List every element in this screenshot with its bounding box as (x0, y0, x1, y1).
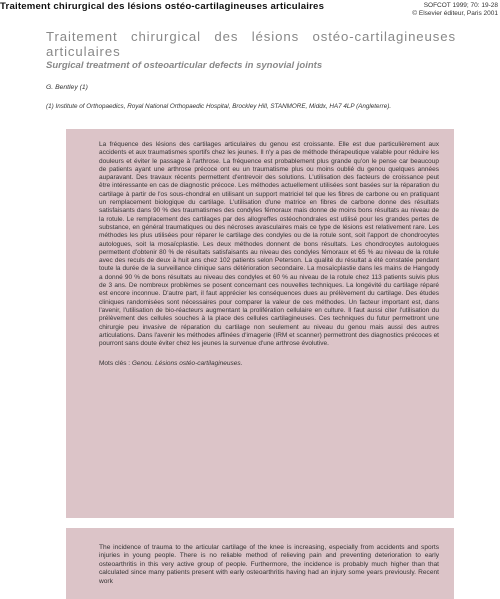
running-title: Traitement chirurgical des lésions ostéo-cartilagineuses articulaires (0, 1, 325, 12)
french-abstract-box (66, 129, 454, 518)
english-abstract-box (66, 528, 454, 599)
journal-citation: SOFCOT 1999; 70: 19-28 (423, 2, 498, 9)
article-title-fr: Traitement chirurgical des lésions ostéo-cartilagineuses articulaires (46, 28, 456, 59)
journal-meta (412, 2, 498, 18)
english-abstract-text: The incidence of trauma to the articular cartilage of the knee is increasing, especially from accidents and sports injuries in young people. There is no reliable method of relieving pain and preventing deterioration to early osteoarthritis in this very active group of people. Furthermore, the incidence is probably much higher than that calculated since many patients present with early osteoarthritis having had an injury some years previously. Recent work (99, 544, 439, 585)
keywords-label: Mots clés : (99, 360, 131, 368)
french-abstract-text: La fréquence des lésions des cartilages articulaires du genou est croissante. Elle est due particulièrement aux accidents et aux traumatismes sportifs chez les jeunes. Il n'y a pas de méthode thérapeutique valable pour réduire les douleurs et éviter le passage à l'arthrose. La fréquence est probablement plus grande qu'on le pense car beaucoup de patients ayant une arthrose précoce ont eu un traumatisme plus ou moins oublié du genou quelques années auparavant. Des travaux récents permettent d'entrevoir des solutions. L'utilisation des facteurs de croissance peut être intéressante en cas de diagnostic précoce. Les méthodes actuellement utilisées sont basées sur la réparation du cartilage à partir de l'os sous-chondral en utilisant un support matriciel tel que les fibres de carbone ou en pratiquant un remplacement biologique du cartilage. L'utilisation d'une matrice en fibres de carbone donne des résultats satisfaisants dans 90 % des traumatismes des condyles fémoraux mais donne de moins bons résultats au niveau de la rotule. Le remplacement des cartilages par des allogreffes ostéochondrales est utilisé pour les grandes pertes de substance, en général traumatiques ou des nécroses avasculaires mais ce type de lésions est relativement rare. Les méthodes les plus utilisées pour réparer le cartilage des condyles ou de la rotule sont, soit l'apport de chondrocytes autologues, soit la mosaïcplastie. Les deux méthodes donnent de bons résultats. Les chondrocytes autologues permettent d'obtenir 80 % de résultats satisfaisants au niveau des condyles fémoraux et 65 % au niveau de la rotule avec des reculs de deux à huit ans chez 102 patients selon Peterson. La qualité du résultat a été constatée pendant toute la durée de la surveillance clinique sans détérioration secondaire. La mosaïcplastie dans les mains de Hangody a donné 90 % de bons résultats au niveau des condyles et 60 % au niveau de la rotule chez 113 patients suivis plus de 3 ans. De nombreux problèmes se posent concernant ces nouvelles techniques. La longévité du cartilage réparé est encore inconnue. D'autre part, il faut apprécier les conséquences dues au prélèvement du cartilage. Des études cliniques randomisées sont nécessaires pour comparer la valeur de ces méthodes. Un facteur important est, dans l'avenir, l'utilisation de bio-réacteurs augmentant la prolifération cellulaire en culture. Il faut aussi citer l'utilisation du prélèvement des cellules souches à la place des cellules cartilagineuses. Ces techniques du futur permettront une chirurgie peu invasive de réparation du cartilage non seulement au niveau du genou mais aussi des autres articulations. Dans l'avenir les méthodes affinées d'imagerie (IRM et scanner) permettront des diagnostics précoces et pourront sans doute éviter chez les jeunes la survenue d'une arthrose évolutive. (99, 141, 439, 348)
publisher-line: © Elsevier éditeur, Paris 2001 (412, 10, 498, 17)
keywords-value: Genou. Lésions ostéo-cartilagineuses. (131, 360, 243, 368)
author: G. Bentley (1) (46, 84, 88, 91)
article-title-en: Surgical treatment of osteoarticular defects in synovial joints (46, 60, 323, 71)
keywords (99, 360, 439, 367)
affiliation: (1) Institute of Orthopaedics, Royal National Orthopaedic Hospital, Brockley Hill, STANMORE, Middx, HA7 4LP (Angleterre). (46, 103, 392, 110)
